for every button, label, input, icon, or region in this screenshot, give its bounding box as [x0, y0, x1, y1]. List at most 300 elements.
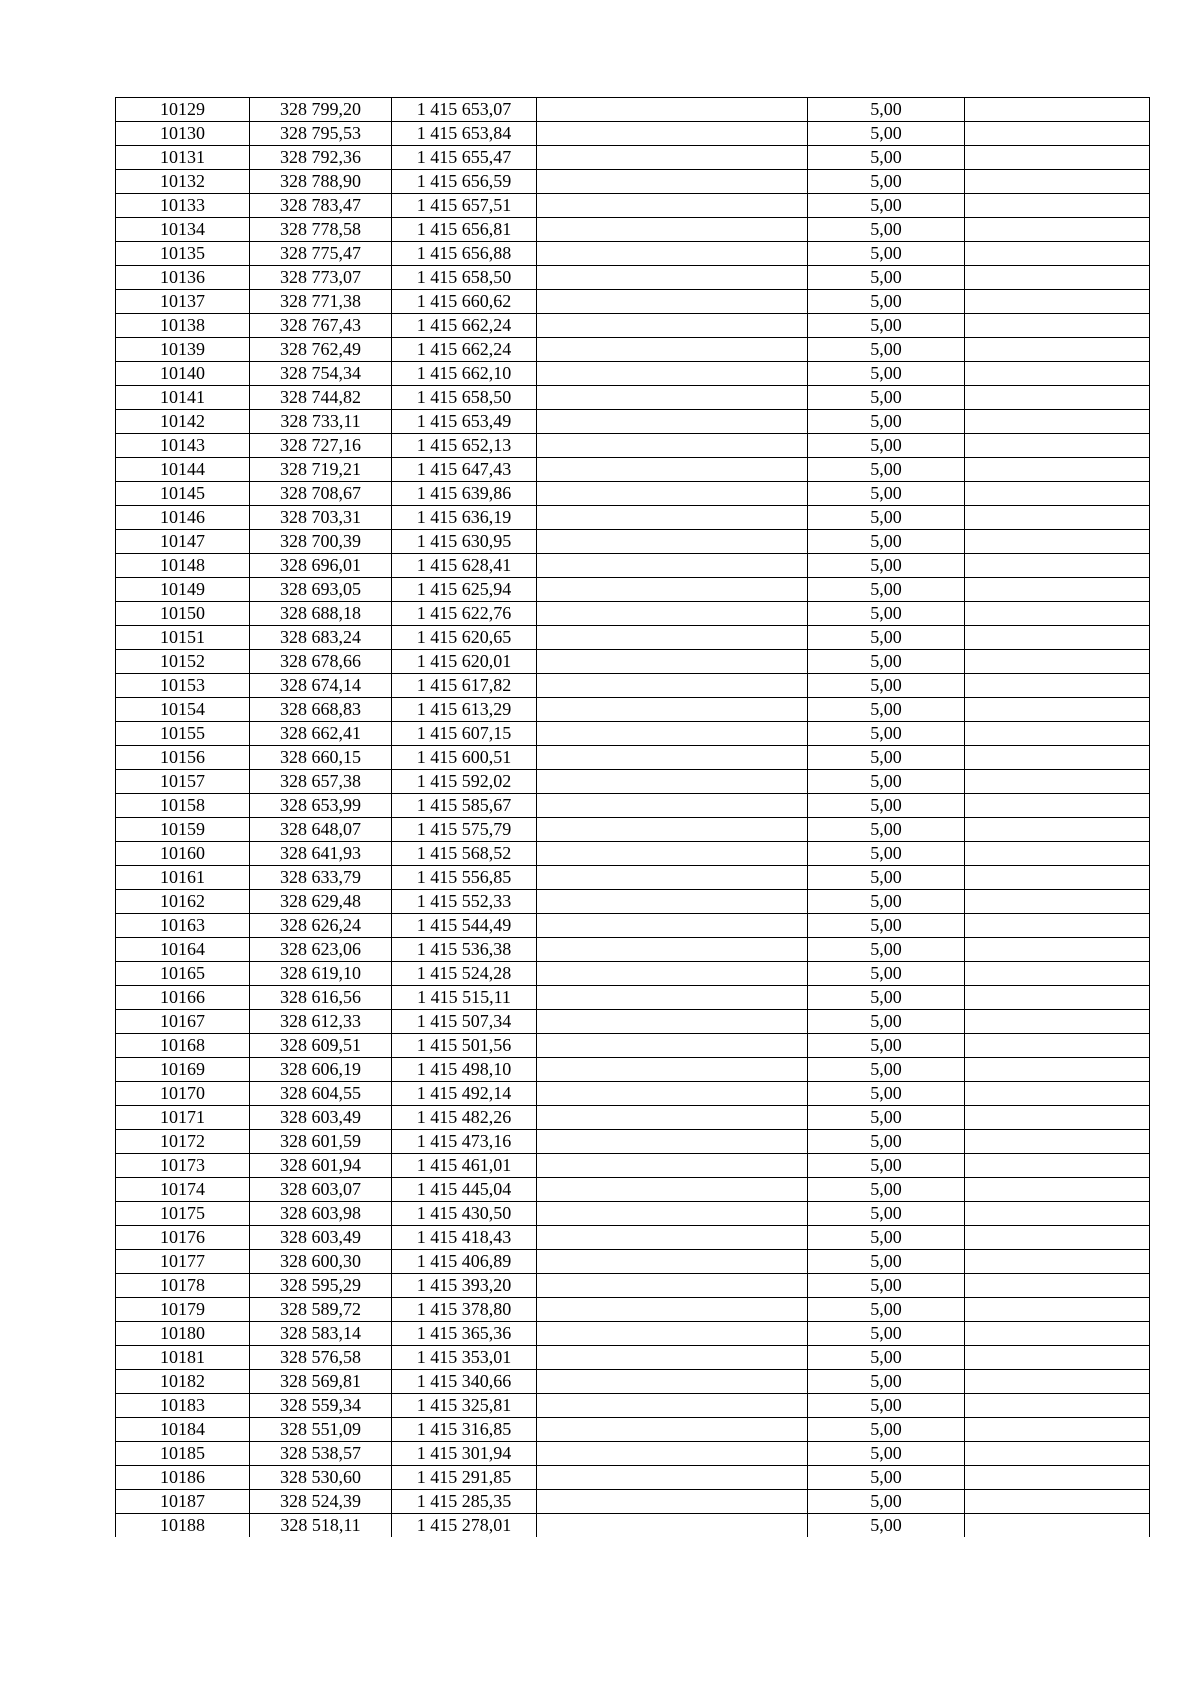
table-row: [116, 866, 1150, 890]
distance-cell: 5,00: [808, 1130, 965, 1154]
table-row: [116, 650, 1150, 674]
point-number-cell: 10135: [116, 242, 250, 266]
y-coordinate-cell: 1 415 658,50: [392, 266, 537, 290]
table-row: [116, 1178, 1150, 1202]
point-number-cell: 10179: [116, 1298, 250, 1322]
table-row: [116, 1226, 1150, 1250]
blank-cell: [537, 578, 808, 602]
blank-cell: [537, 1106, 808, 1130]
point-number-cell: 10162: [116, 890, 250, 914]
blank-cell: [537, 1418, 808, 1442]
x-coordinate-cell: 328 612,33: [250, 1010, 392, 1034]
table-row: [116, 1514, 1150, 1538]
blank-cell: [965, 482, 1150, 506]
blank-cell: [965, 170, 1150, 194]
table-row: [116, 770, 1150, 794]
x-coordinate-cell: 328 653,99: [250, 794, 392, 818]
y-coordinate-cell: 1 415 461,01: [392, 1154, 537, 1178]
blank-cell: [537, 1226, 808, 1250]
x-coordinate-cell: 328 778,58: [250, 218, 392, 242]
y-coordinate-cell: 1 415 658,50: [392, 386, 537, 410]
y-coordinate-cell: 1 415 620,01: [392, 650, 537, 674]
blank-cell: [965, 1490, 1150, 1514]
table-row: [116, 458, 1150, 482]
table-row: [116, 98, 1150, 122]
x-coordinate-cell: 328 762,49: [250, 338, 392, 362]
x-coordinate-cell: 328 754,34: [250, 362, 392, 386]
table-row: [116, 1394, 1150, 1418]
point-number-cell: 10131: [116, 146, 250, 170]
blank-cell: [537, 866, 808, 890]
point-number-cell: 10141: [116, 386, 250, 410]
x-coordinate-cell: 328 744,82: [250, 386, 392, 410]
y-coordinate-cell: 1 415 613,29: [392, 698, 537, 722]
table-row: [116, 986, 1150, 1010]
blank-cell: [965, 746, 1150, 770]
distance-cell: 5,00: [808, 1442, 965, 1466]
x-coordinate-cell: 328 576,58: [250, 1346, 392, 1370]
point-number-cell: 10160: [116, 842, 250, 866]
x-coordinate-cell: 328 696,01: [250, 554, 392, 578]
y-coordinate-cell: 1 415 655,47: [392, 146, 537, 170]
table-row: [116, 290, 1150, 314]
x-coordinate-cell: 328 767,43: [250, 314, 392, 338]
x-coordinate-cell: 328 623,06: [250, 938, 392, 962]
distance-cell: 5,00: [808, 1154, 965, 1178]
y-coordinate-cell: 1 415 653,84: [392, 122, 537, 146]
point-number-cell: 10168: [116, 1034, 250, 1058]
distance-cell: 5,00: [808, 770, 965, 794]
y-coordinate-cell: 1 415 639,86: [392, 482, 537, 506]
y-coordinate-cell: 1 415 482,26: [392, 1106, 537, 1130]
blank-cell: [537, 914, 808, 938]
blank-cell: [965, 506, 1150, 530]
y-coordinate-cell: 1 415 625,94: [392, 578, 537, 602]
distance-cell: 5,00: [808, 794, 965, 818]
y-coordinate-cell: 1 415 278,01: [392, 1514, 537, 1538]
y-coordinate-cell: 1 415 536,38: [392, 938, 537, 962]
table-row: [116, 1418, 1150, 1442]
blank-cell: [537, 1058, 808, 1082]
table-row: [116, 1442, 1150, 1466]
y-coordinate-cell: 1 415 600,51: [392, 746, 537, 770]
distance-cell: 5,00: [808, 218, 965, 242]
x-coordinate-cell: 328 708,67: [250, 482, 392, 506]
y-coordinate-cell: 1 415 568,52: [392, 842, 537, 866]
y-coordinate-cell: 1 415 445,04: [392, 1178, 537, 1202]
x-coordinate-cell: 328 674,14: [250, 674, 392, 698]
blank-cell: [537, 938, 808, 962]
y-coordinate-cell: 1 415 652,13: [392, 434, 537, 458]
blank-cell: [537, 770, 808, 794]
point-number-cell: 10164: [116, 938, 250, 962]
table-row: [116, 794, 1150, 818]
table-row: [116, 818, 1150, 842]
x-coordinate-cell: 328 727,16: [250, 434, 392, 458]
distance-cell: 5,00: [808, 266, 965, 290]
table-row: [116, 1010, 1150, 1034]
x-coordinate-cell: 328 629,48: [250, 890, 392, 914]
x-coordinate-cell: 328 606,19: [250, 1058, 392, 1082]
y-coordinate-cell: 1 415 340,66: [392, 1370, 537, 1394]
y-coordinate-cell: 1 415 501,56: [392, 1034, 537, 1058]
blank-cell: [537, 554, 808, 578]
y-coordinate-cell: 1 415 575,79: [392, 818, 537, 842]
blank-cell: [965, 1370, 1150, 1394]
point-number-cell: 10171: [116, 1106, 250, 1130]
table-row: [116, 1322, 1150, 1346]
x-coordinate-cell: 328 795,53: [250, 122, 392, 146]
y-coordinate-cell: 1 415 406,89: [392, 1250, 537, 1274]
blank-cell: [965, 938, 1150, 962]
table-row: [116, 602, 1150, 626]
blank-cell: [965, 890, 1150, 914]
x-coordinate-cell: 328 783,47: [250, 194, 392, 218]
x-coordinate-cell: 328 771,38: [250, 290, 392, 314]
distance-cell: 5,00: [808, 1106, 965, 1130]
distance-cell: 5,00: [808, 290, 965, 314]
blank-cell: [537, 146, 808, 170]
table-row: [116, 338, 1150, 362]
x-coordinate-cell: 328 603,07: [250, 1178, 392, 1202]
table-row: [116, 674, 1150, 698]
point-number-cell: 10184: [116, 1418, 250, 1442]
distance-cell: 5,00: [808, 170, 965, 194]
table-row: [116, 482, 1150, 506]
x-coordinate-cell: 328 657,38: [250, 770, 392, 794]
table-row: [116, 938, 1150, 962]
y-coordinate-cell: 1 415 585,67: [392, 794, 537, 818]
y-coordinate-cell: 1 415 552,33: [392, 890, 537, 914]
blank-cell: [965, 962, 1150, 986]
blank-cell: [537, 818, 808, 842]
point-number-cell: 10129: [116, 98, 250, 122]
point-number-cell: 10175: [116, 1202, 250, 1226]
blank-cell: [965, 770, 1150, 794]
blank-cell: [965, 1394, 1150, 1418]
y-coordinate-cell: 1 415 628,41: [392, 554, 537, 578]
point-number-cell: 10132: [116, 170, 250, 194]
blank-cell: [537, 194, 808, 218]
x-coordinate-cell: 328 668,83: [250, 698, 392, 722]
distance-cell: 5,00: [808, 746, 965, 770]
table-row: [116, 410, 1150, 434]
blank-cell: [537, 1346, 808, 1370]
point-number-cell: 10142: [116, 410, 250, 434]
table-row: [116, 122, 1150, 146]
distance-cell: 5,00: [808, 338, 965, 362]
table-row: [116, 1250, 1150, 1274]
x-coordinate-cell: 328 530,60: [250, 1466, 392, 1490]
y-coordinate-cell: 1 415 544,49: [392, 914, 537, 938]
y-coordinate-cell: 1 415 592,02: [392, 770, 537, 794]
blank-cell: [537, 458, 808, 482]
distance-cell: 5,00: [808, 698, 965, 722]
blank-cell: [537, 482, 808, 506]
table-row: [116, 194, 1150, 218]
blank-cell: [537, 218, 808, 242]
x-coordinate-cell: 328 626,24: [250, 914, 392, 938]
x-coordinate-cell: 328 700,39: [250, 530, 392, 554]
blank-cell: [537, 290, 808, 314]
distance-cell: 5,00: [808, 1322, 965, 1346]
point-number-cell: 10155: [116, 722, 250, 746]
table-row: [116, 1082, 1150, 1106]
table-row: [116, 698, 1150, 722]
y-coordinate-cell: 1 415 653,07: [392, 98, 537, 122]
point-number-cell: 10140: [116, 362, 250, 386]
blank-cell: [965, 1322, 1150, 1346]
blank-cell: [965, 1010, 1150, 1034]
blank-cell: [965, 1274, 1150, 1298]
blank-cell: [965, 1154, 1150, 1178]
blank-cell: [537, 962, 808, 986]
table-row: [116, 434, 1150, 458]
y-coordinate-cell: 1 415 620,65: [392, 626, 537, 650]
blank-cell: [537, 386, 808, 410]
blank-cell: [537, 698, 808, 722]
blank-cell: [537, 506, 808, 530]
distance-cell: 5,00: [808, 1178, 965, 1202]
blank-cell: [965, 1442, 1150, 1466]
blank-cell: [537, 434, 808, 458]
y-coordinate-cell: 1 415 393,20: [392, 1274, 537, 1298]
blank-cell: [537, 1082, 808, 1106]
table-row: [116, 914, 1150, 938]
x-coordinate-cell: 328 633,79: [250, 866, 392, 890]
x-coordinate-cell: 328 609,51: [250, 1034, 392, 1058]
point-number-cell: 10151: [116, 626, 250, 650]
x-coordinate-cell: 328 518,11: [250, 1514, 392, 1538]
distance-cell: 5,00: [808, 242, 965, 266]
point-number-cell: 10143: [116, 434, 250, 458]
point-number-cell: 10157: [116, 770, 250, 794]
table-row: [116, 1370, 1150, 1394]
table-row: [116, 1034, 1150, 1058]
distance-cell: 5,00: [808, 1514, 965, 1538]
point-number-cell: 10170: [116, 1082, 250, 1106]
blank-cell: [965, 386, 1150, 410]
distance-cell: 5,00: [808, 1058, 965, 1082]
blank-cell: [965, 266, 1150, 290]
distance-cell: 5,00: [808, 1370, 965, 1394]
blank-cell: [965, 1178, 1150, 1202]
distance-cell: 5,00: [808, 434, 965, 458]
distance-cell: 5,00: [808, 1466, 965, 1490]
point-number-cell: 10150: [116, 602, 250, 626]
y-coordinate-cell: 1 415 653,49: [392, 410, 537, 434]
point-number-cell: 10144: [116, 458, 250, 482]
distance-cell: 5,00: [808, 1394, 965, 1418]
y-coordinate-cell: 1 415 656,81: [392, 218, 537, 242]
y-coordinate-cell: 1 415 353,01: [392, 1346, 537, 1370]
distance-cell: 5,00: [808, 530, 965, 554]
blank-cell: [537, 626, 808, 650]
x-coordinate-cell: 328 688,18: [250, 602, 392, 626]
x-coordinate-cell: 328 524,39: [250, 1490, 392, 1514]
table-row: [116, 1274, 1150, 1298]
distance-cell: 5,00: [808, 362, 965, 386]
x-coordinate-cell: 328 733,11: [250, 410, 392, 434]
table-row: [116, 1346, 1150, 1370]
point-number-cell: 10145: [116, 482, 250, 506]
distance-cell: 5,00: [808, 1226, 965, 1250]
x-coordinate-cell: 328 792,36: [250, 146, 392, 170]
table-row: [116, 1106, 1150, 1130]
table-row: [116, 890, 1150, 914]
table-row: [116, 746, 1150, 770]
blank-cell: [965, 410, 1150, 434]
point-number-cell: 10180: [116, 1322, 250, 1346]
table-row: [116, 1298, 1150, 1322]
blank-cell: [965, 842, 1150, 866]
y-coordinate-cell: 1 415 473,16: [392, 1130, 537, 1154]
coordinates-table: [115, 97, 1150, 1537]
blank-cell: [965, 1058, 1150, 1082]
point-number-cell: 10159: [116, 818, 250, 842]
blank-cell: [537, 242, 808, 266]
blank-cell: [537, 1154, 808, 1178]
y-coordinate-cell: 1 415 657,51: [392, 194, 537, 218]
point-number-cell: 10188: [116, 1514, 250, 1538]
blank-cell: [965, 674, 1150, 698]
point-number-cell: 10186: [116, 1466, 250, 1490]
blank-cell: [965, 554, 1150, 578]
blank-cell: [537, 794, 808, 818]
blank-cell: [537, 842, 808, 866]
blank-cell: [965, 1226, 1150, 1250]
blank-cell: [537, 1010, 808, 1034]
point-number-cell: 10185: [116, 1442, 250, 1466]
y-coordinate-cell: 1 415 365,36: [392, 1322, 537, 1346]
y-coordinate-cell: 1 415 285,35: [392, 1490, 537, 1514]
table-body: [116, 98, 1150, 1538]
point-number-cell: 10152: [116, 650, 250, 674]
blank-cell: [537, 1250, 808, 1274]
distance-cell: 5,00: [808, 386, 965, 410]
y-coordinate-cell: 1 415 656,88: [392, 242, 537, 266]
y-coordinate-cell: 1 415 498,10: [392, 1058, 537, 1082]
blank-cell: [537, 1490, 808, 1514]
blank-cell: [537, 722, 808, 746]
blank-cell: [537, 410, 808, 434]
distance-cell: 5,00: [808, 1490, 965, 1514]
point-number-cell: 10154: [116, 698, 250, 722]
y-coordinate-cell: 1 415 630,95: [392, 530, 537, 554]
table-row: [116, 362, 1150, 386]
blank-cell: [537, 1466, 808, 1490]
blank-cell: [965, 602, 1150, 626]
blank-cell: [537, 98, 808, 122]
x-coordinate-cell: 328 788,90: [250, 170, 392, 194]
distance-cell: 5,00: [808, 506, 965, 530]
distance-cell: 5,00: [808, 1298, 965, 1322]
distance-cell: 5,00: [808, 1346, 965, 1370]
blank-cell: [965, 98, 1150, 122]
blank-cell: [965, 362, 1150, 386]
point-number-cell: 10149: [116, 578, 250, 602]
table-row: [116, 170, 1150, 194]
distance-cell: 5,00: [808, 938, 965, 962]
blank-cell: [537, 170, 808, 194]
x-coordinate-cell: 328 538,57: [250, 1442, 392, 1466]
distance-cell: 5,00: [808, 842, 965, 866]
x-coordinate-cell: 328 619,10: [250, 962, 392, 986]
blank-cell: [965, 122, 1150, 146]
distance-cell: 5,00: [808, 554, 965, 578]
distance-cell: 5,00: [808, 1418, 965, 1442]
distance-cell: 5,00: [808, 578, 965, 602]
table-row: [116, 1466, 1150, 1490]
x-coordinate-cell: 328 616,56: [250, 986, 392, 1010]
y-coordinate-cell: 1 415 662,10: [392, 362, 537, 386]
point-number-cell: 10173: [116, 1154, 250, 1178]
x-coordinate-cell: 328 559,34: [250, 1394, 392, 1418]
blank-cell: [537, 1130, 808, 1154]
x-coordinate-cell: 328 603,49: [250, 1226, 392, 1250]
y-coordinate-cell: 1 415 656,59: [392, 170, 537, 194]
x-coordinate-cell: 328 603,98: [250, 1202, 392, 1226]
x-coordinate-cell: 328 693,05: [250, 578, 392, 602]
blank-cell: [965, 650, 1150, 674]
point-number-cell: 10147: [116, 530, 250, 554]
x-coordinate-cell: 328 683,24: [250, 626, 392, 650]
x-coordinate-cell: 328 601,59: [250, 1130, 392, 1154]
y-coordinate-cell: 1 415 301,94: [392, 1442, 537, 1466]
x-coordinate-cell: 328 678,66: [250, 650, 392, 674]
table-row: [116, 1202, 1150, 1226]
blank-cell: [965, 914, 1150, 938]
y-coordinate-cell: 1 415 622,76: [392, 602, 537, 626]
y-coordinate-cell: 1 415 662,24: [392, 338, 537, 362]
blank-cell: [965, 242, 1150, 266]
x-coordinate-cell: 328 662,41: [250, 722, 392, 746]
x-coordinate-cell: 328 601,94: [250, 1154, 392, 1178]
blank-cell: [965, 986, 1150, 1010]
x-coordinate-cell: 328 583,14: [250, 1322, 392, 1346]
blank-cell: [537, 530, 808, 554]
blank-cell: [965, 530, 1150, 554]
blank-cell: [537, 1514, 808, 1538]
distance-cell: 5,00: [808, 1202, 965, 1226]
blank-cell: [965, 314, 1150, 338]
y-coordinate-cell: 1 415 430,50: [392, 1202, 537, 1226]
blank-cell: [965, 698, 1150, 722]
x-coordinate-cell: 328 603,49: [250, 1106, 392, 1130]
x-coordinate-cell: 328 648,07: [250, 818, 392, 842]
blank-cell: [965, 434, 1150, 458]
table-row: [116, 1130, 1150, 1154]
point-number-cell: 10182: [116, 1370, 250, 1394]
x-coordinate-cell: 328 799,20: [250, 98, 392, 122]
blank-cell: [537, 122, 808, 146]
distance-cell: 5,00: [808, 146, 965, 170]
distance-cell: 5,00: [808, 1250, 965, 1274]
distance-cell: 5,00: [808, 1274, 965, 1298]
x-coordinate-cell: 328 703,31: [250, 506, 392, 530]
point-number-cell: 10130: [116, 122, 250, 146]
x-coordinate-cell: 328 551,09: [250, 1418, 392, 1442]
blank-cell: [537, 1178, 808, 1202]
point-number-cell: 10137: [116, 290, 250, 314]
distance-cell: 5,00: [808, 650, 965, 674]
table-row: [116, 314, 1150, 338]
distance-cell: 5,00: [808, 1034, 965, 1058]
x-coordinate-cell: 328 641,93: [250, 842, 392, 866]
blank-cell: [537, 1274, 808, 1298]
y-coordinate-cell: 1 415 492,14: [392, 1082, 537, 1106]
point-number-cell: 10172: [116, 1130, 250, 1154]
